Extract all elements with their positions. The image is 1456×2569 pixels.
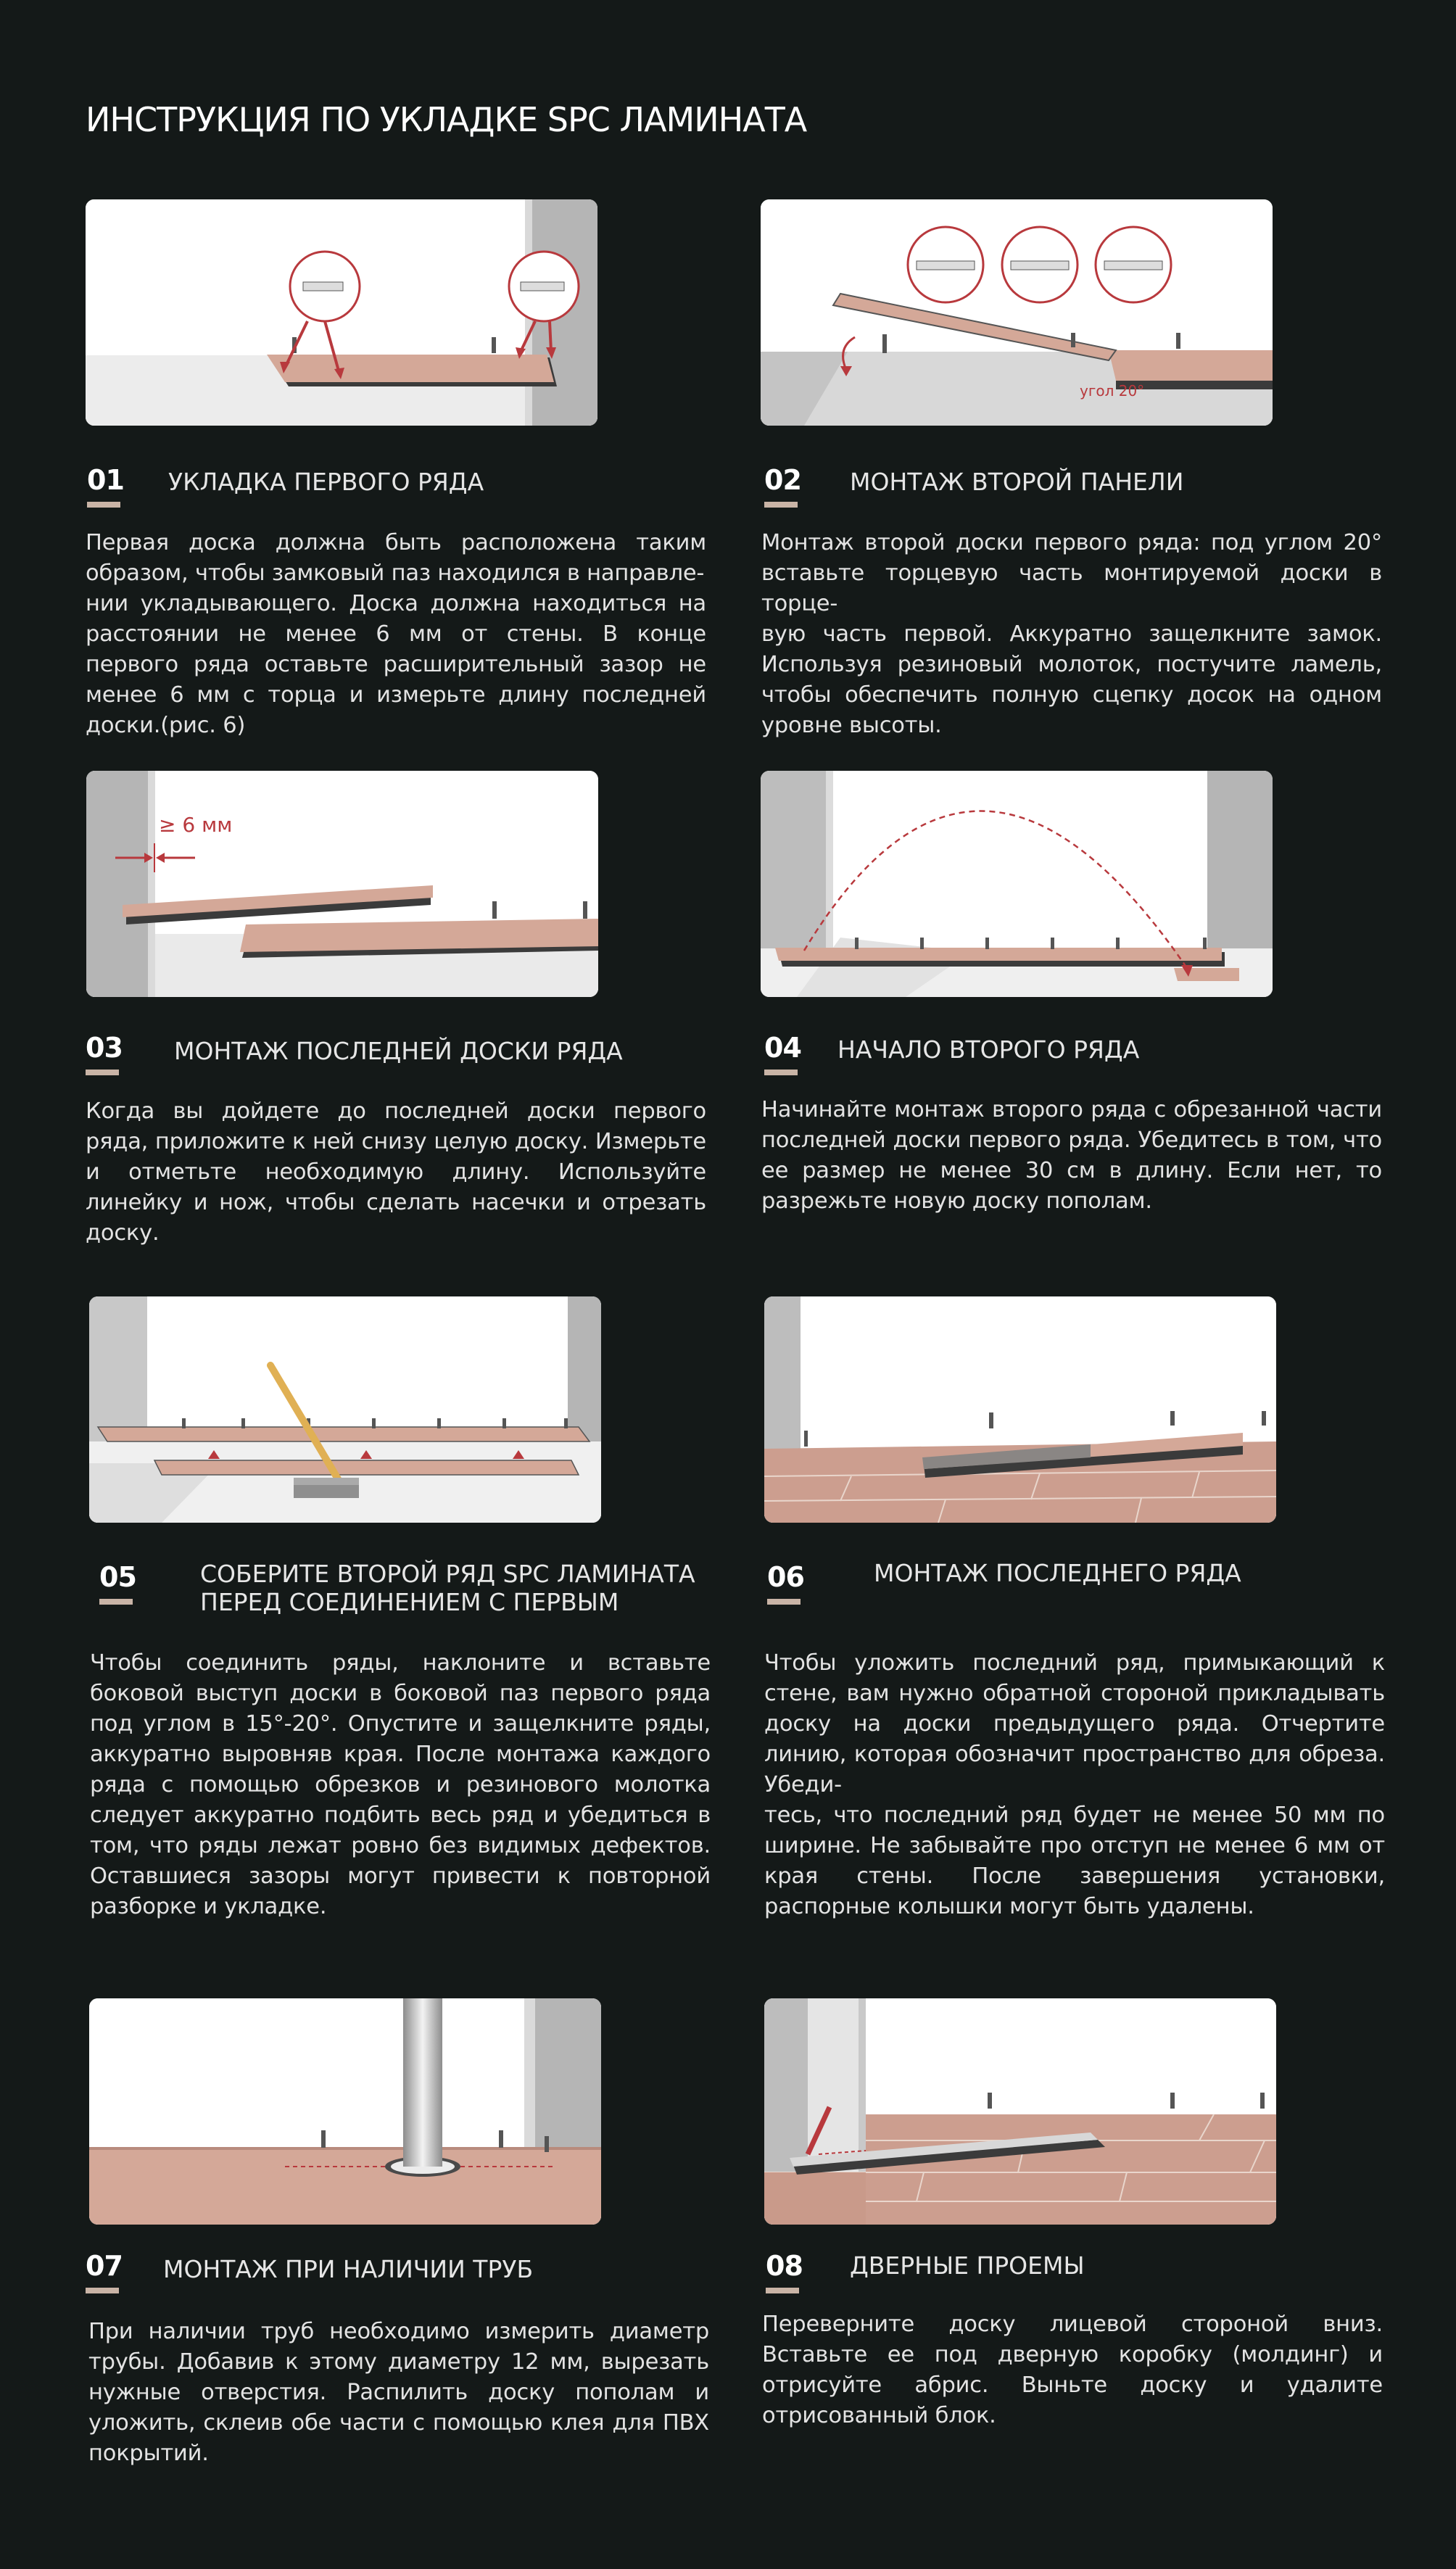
illustration-step-05	[89, 1296, 601, 1523]
step-heading: НАЧАЛО ВТОРОГО РЯДА	[837, 1035, 1140, 1064]
step-number-bar	[767, 1599, 801, 1605]
step-number-bar	[764, 502, 798, 508]
step-heading: МОНТАЖ ПОСЛЕДНЕЙ ДОСКИ РЯДА	[174, 1037, 623, 1065]
step-description: Чтобы соединить ряды, наклоните и вставьте боковой выступ доски в боковой паз первого ряда под углом в 15°-20°. Опустите и защелкните ряды, аккуратно выровняв края. После монтажа каждого ряда с помощью обрезков и резинового молотка следует аккуратно подбить весь ряд и убедиться в том, что ряды лежат ровно без видимых дефектов. Оставшиеся зазоры могут привести к повторной разборке и укладке.	[90, 1650, 711, 1919]
illustration-step-06	[764, 1296, 1276, 1523]
step-number: 08	[766, 2250, 803, 2282]
angle-label: угол 20°	[1080, 382, 1145, 400]
gap-label: ≥ 6 мм	[159, 813, 233, 837]
step-description: Когда вы дойдете до последней доски первого ряда, приложите к ней снизу целую доску. Измерьте и отметьте необходимую длину. Используйте линейку и нож, чтобы сделать насечки и отрезать доску.	[86, 1099, 706, 1246]
illustration-step-08	[764, 1998, 1276, 2225]
step-number: 01	[87, 464, 124, 496]
step-description: Начинайте монтаж второго ряда с обрезанной части последней доски первого ряда. Убедитесь в том, что ее размер не менее 30 см в длину. Если нет, то разрежьте новую доску пополам.	[761, 1097, 1382, 1214]
step-number-bar	[87, 502, 120, 508]
step-number-bar	[86, 1070, 119, 1075]
step-number: 02	[764, 464, 801, 496]
step-number: 05	[99, 1561, 136, 1593]
step-heading-line2: ПЕРЕД СОЕДИНЕНИЕМ С ПЕРВЫМ	[200, 1588, 619, 1616]
step-number-bar	[764, 1070, 798, 1075]
illustration-step-01	[86, 199, 597, 426]
illustration-step-04	[761, 771, 1273, 997]
step-description: Переверните доску лицевой стороной вниз. Вставьте ее под дверную коробку (молдинг) и отрисуйте абрис. Выньте доску и удалите отрисованный блок.	[762, 2312, 1383, 2428]
step-description: При наличии труб необходимо измерить диаметр трубы. Добавив к этому диаметру 12 мм, вырезать нужные отверстия. Распилить доску пополам и уложить, склеив обе части с помощью клея для ПВХ покрытий.	[88, 2319, 709, 2466]
step-heading: ДВЕРНЫЕ ПРОЕМЫ	[850, 2251, 1085, 2280]
illustration-step-02	[761, 199, 1273, 426]
step-heading: МОНТАЖ ПОСЛЕДНЕГО РЯДА	[874, 1559, 1241, 1587]
step-heading: МОНТАЖ ВТОРОЙ ПАНЕЛИ	[850, 468, 1184, 496]
page-title: ИНСТРУКЦИЯ ПО УКЛАДКЕ SPC ЛАМИНАТА	[86, 100, 807, 139]
step-number: 03	[86, 1032, 123, 1064]
step-number-bar	[86, 2288, 119, 2293]
step-description: Монтаж второй доски первого ряда: под углом 20° вставьте торцевую часть монтируемой доски в торце- вую часть первой. Аккуратно защелкните замок. Используя резиновый молоток, постучите ламель, чтобы обеспечить полную сцепку досок на одном уровне высоты.	[761, 530, 1382, 738]
illustration-step-07	[89, 1998, 601, 2225]
step-number-bar	[99, 1599, 133, 1605]
step-description: Чтобы уложить последний ряд, примыкающий к стене, вам нужно обратной стороной прикладывать доску на доски предыдущего ряда. Отчертите линию, которая обозначит пространство для обреза. Убеди- тесь, что последний ряд будет не менее 50 мм по ширине. Не забывайте про отступ не менее 6 мм от края стены. После завершения установки, распорные колышки могут быть удалены.	[764, 1650, 1385, 1919]
step-number: 04	[764, 1032, 801, 1064]
illustration-step-03	[86, 771, 598, 997]
step-number-bar	[766, 2288, 799, 2293]
step-heading: МОНТАЖ ПРИ НАЛИЧИИ ТРУБ	[163, 2255, 534, 2283]
step-number: 07	[86, 2250, 123, 2282]
step-number: 06	[767, 1561, 804, 1593]
step-heading-line1: СОБЕРИТЕ ВТОРОЙ РЯД SPC ЛАМИНАТА	[200, 1560, 695, 1588]
step-heading: УКЛАДКА ПЕРВОГО РЯДА	[168, 468, 484, 496]
step-description: Первая доска должна быть расположена таким образом, чтобы замковый паз находился в направле- нии укладывающего. Доска должна находиться на расстоянии не менее 6 мм от стены. В конце первого ряда оставьте расширительный зазор не менее 6 мм с торца и измерьте длину последней доски.(рис. 6)	[86, 530, 706, 738]
